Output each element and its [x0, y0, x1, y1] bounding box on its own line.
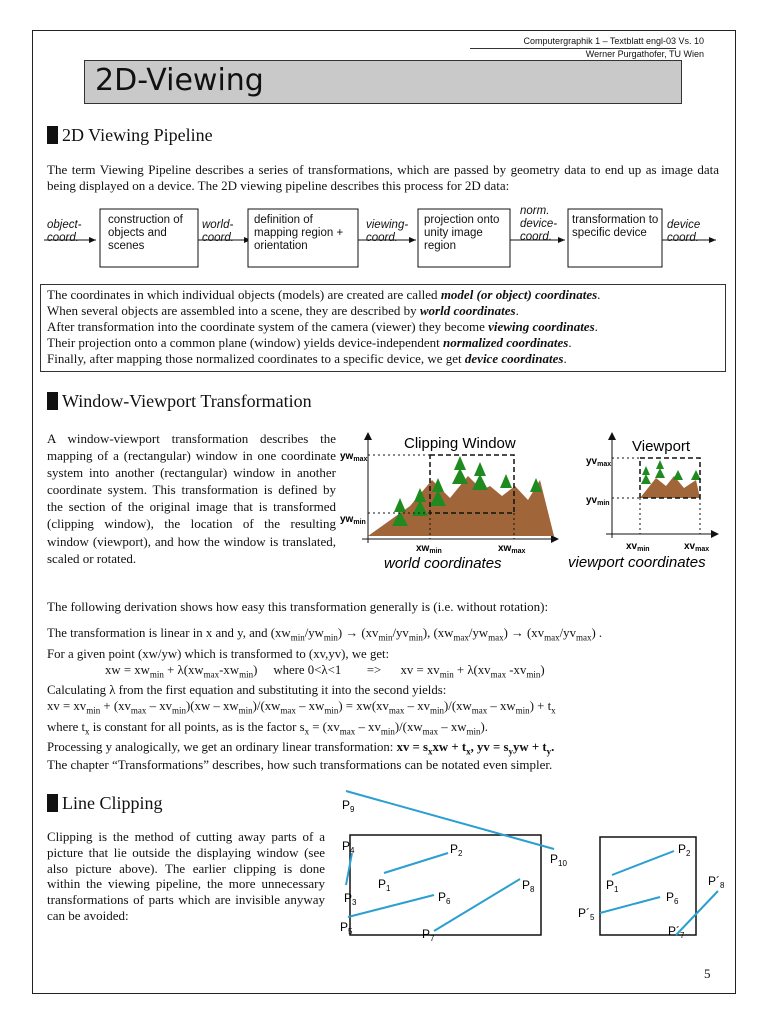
section-heading-line-clipping: Line Clipping — [47, 793, 163, 814]
derivation-line-7: Processing y analogically, we get an ordinary linear transformation: xv = $s_xxw + t_x$, yv = $s_yyw + t_y$. — [47, 740, 555, 757]
heading-marker — [47, 392, 58, 410]
label-p8-prime: $P´_8$ — [708, 874, 725, 890]
page-title-box — [84, 60, 682, 104]
line-clipping-figure — [334, 785, 734, 950]
box-construction: construction of objects and scenes — [108, 214, 183, 252]
line-clipping-paragraph: Clipping is the method of cutting away parts of a picture that lie outside the displaying window (see also picture above). The earlier clipping is done within the viewing pipeline, the more unnecessary transformations of parts which are invisible anyway can be avoided: — [47, 829, 325, 923]
header-author: Werner Purgathofer, TU Wien — [585, 49, 704, 59]
label-p1: $P_1$ — [378, 877, 391, 893]
derivation-line-2: For a given point (xw/yw) which is transformed to (xv,yv), we get: — [47, 646, 390, 661]
label-result-p2: $P_2$ — [678, 842, 691, 858]
header-course: Computergraphik 1 – Textblatt engl-03 Vs. 10 — [523, 36, 704, 46]
derivation-line-6: where $t_x$ is constant for all points, as is the factor $s_x = (xv_{max} - xv_{min})/(xw_{max} - xw_{min})$. — [47, 719, 488, 737]
page-number: 5 — [704, 966, 711, 981]
page-title: 2D-Viewing — [95, 63, 264, 98]
derivation-block — [47, 625, 727, 760]
derivation-line-1: The transformation is linear in x and y, and $(xw_{min}/yw_{min}) \to (xv_{min}/yv_{min})$, $(xw_{max}/yw_{max}) \to (xv_{max}/yv_{max})$ . — [47, 626, 603, 643]
definition-line: Finally, after mapping those normalized coordinates to a specific device, we get device coordinates. — [47, 351, 567, 366]
definition-line: When several objects are assembled into a scene, they are described by world coordinates. — [47, 303, 519, 318]
derivation-line-5: xv = $xv_{min} + (xv_{max} - xv_{min})(xw - xw_{min})/(xw_{max} - xw_{min}) = xw(xv_{max} - xv_{min})/(xw_{max} - xw_{min}) + t_x$ — [47, 699, 556, 716]
label-p8: $P_8$ — [522, 878, 535, 894]
point-labels — [340, 798, 725, 943]
definition-line: After transformation into the coordinate system of the camera (viewer) they become viewing coordinates. — [47, 319, 598, 334]
yw-min-label: $yw_{min}$ — [340, 514, 366, 526]
yv-max-label: $yv_{max}$ — [586, 456, 612, 468]
label-result-p1: $P_1$ — [606, 878, 619, 894]
label-p3: $P_3$ — [344, 891, 357, 907]
derivation-line-4: Calculating λ from the first equation and substituting it into the second yields: — [47, 683, 447, 698]
viewport-coordinates-caption: viewport coordinates — [568, 554, 706, 571]
viewport-title: Viewport — [632, 438, 691, 455]
yv-min-label: $yv_{min}$ — [586, 495, 610, 507]
chapter-note: The chapter “Transformations” describes, how such transformations can be notated even simpler. — [47, 757, 553, 772]
label-object-coord: object-coord. — [47, 219, 82, 244]
xw-max-label: $xw_{max}$ — [498, 543, 526, 555]
coordinates-definitions — [47, 287, 723, 367]
xv-max-label: $xv_{max}$ — [684, 541, 710, 553]
world-coordinates-caption: world coordinates — [384, 555, 502, 572]
label-world-coord: world-coord. — [202, 219, 234, 244]
definition-line: The coordinates in which individual objects (models) are created are called model (or object) coordinates. — [47, 287, 601, 302]
mountain-shape — [368, 476, 554, 536]
label-norm-device-coord: norm. device-coord. — [520, 205, 558, 243]
window-viewport-paragraph: A window-viewport transformation describes the mapping of a (rectangular) window in one coordinate system into another (rectangular) window in another coordinate system. This transformation is defined by the section of the original image that is transformed (clipping window), the location of the resulting window (viewport), and how the window is translated, scaled or rotated. — [47, 431, 336, 566]
window-viewport-figure — [340, 428, 736, 578]
section-heading-pipeline: 2D Viewing Pipeline — [47, 125, 213, 146]
heading-marker — [47, 794, 58, 812]
section-heading-window-viewport: Window-Viewport Transformation — [47, 391, 312, 412]
label-p5: $P_5$ — [340, 920, 353, 936]
clip-lines — [346, 791, 554, 931]
heading-marker — [47, 126, 58, 144]
label-p6: $P_6$ — [438, 890, 451, 906]
label-viewing-coord: viewing-coord. — [366, 219, 409, 244]
derivation-line-3: xw = $xw_{min} + \lambda(xw_{max}-xw_{min})$ where 0<λ<1 => xv = $xv_{min} + \lambda(xv_{max}$ $-xv_{min}$) — [105, 662, 545, 680]
box-projection: projection onto unity image region — [424, 214, 500, 252]
label-device-coord: device coord. — [667, 219, 701, 244]
xw-min-label: $xw_{min}$ — [416, 543, 442, 555]
box-transformation: transformation to specific device — [572, 214, 659, 239]
derivation-intro: The following derivation shows how easy this transformation generally is (i.e. without rotation): — [47, 599, 549, 614]
viewport-mountain — [640, 476, 700, 498]
definition-line: Their projection onto a common plane (window) yields device-independent normalized coordinates. — [47, 335, 572, 350]
label-p5-prime: $P´_5$ — [578, 906, 595, 922]
label-p2: $P_2$ — [450, 842, 463, 858]
xv-min-label: $xv_{min}$ — [626, 541, 650, 553]
box-definition: definition of mapping region + orientation — [254, 214, 344, 252]
label-p10: $P_{10}$ — [550, 852, 567, 868]
label-p4: $P_4$ — [342, 839, 355, 855]
label-p7-prime: $P´_7$ — [668, 924, 685, 940]
clipping-window-title: Clipping Window — [404, 435, 516, 452]
label-result-p6: $P_6$ — [666, 890, 679, 906]
label-p7: $P_7$ — [422, 927, 435, 943]
pipeline-intro: The term Viewing Pipeline describes a series of transformations, which are passed by geometry data to end up as image data being displayed on a device. The 2D viewing pipeline describes this process for 2D data: — [47, 162, 719, 193]
yw-max-label: $yw_{max}$ — [340, 451, 368, 463]
label-p9: $P_9$ — [342, 798, 355, 814]
